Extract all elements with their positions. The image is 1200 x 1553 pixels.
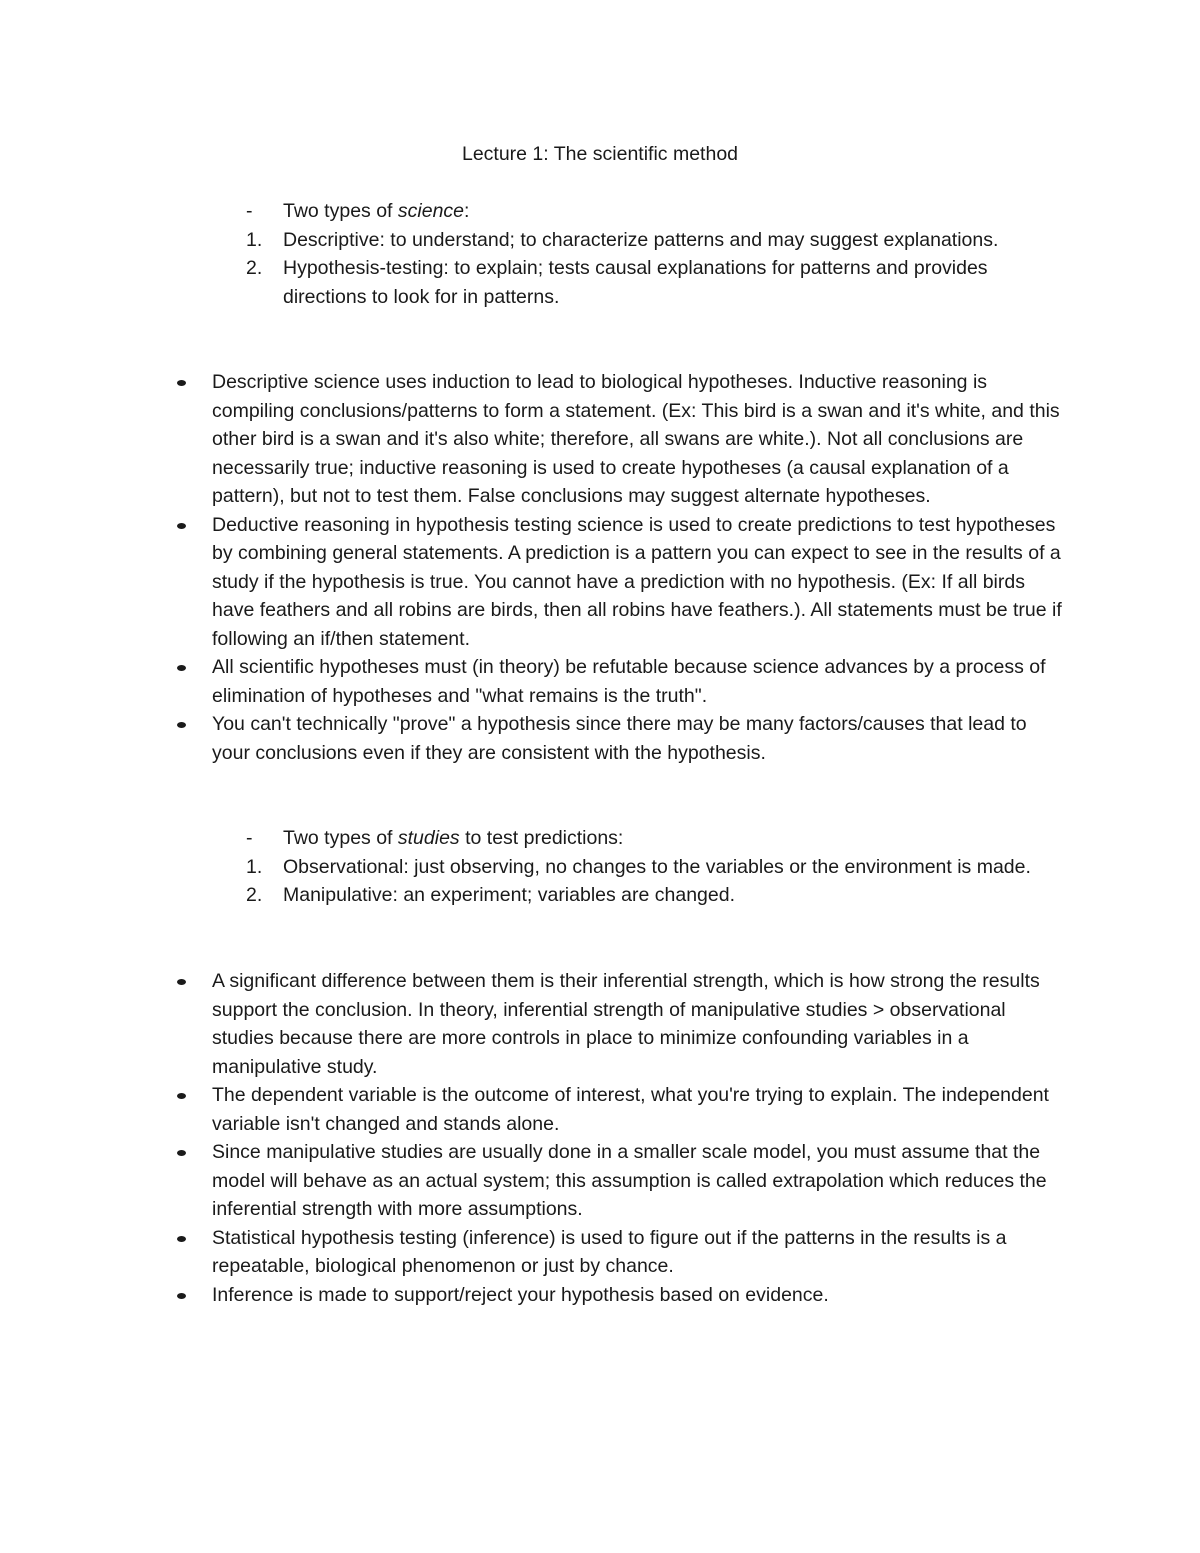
bullet-icon (177, 1150, 186, 1156)
bullet-icon (177, 1293, 186, 1299)
dash-marker: - (246, 200, 253, 222)
numbered-item (0, 254, 1073, 311)
study-bullets (0, 967, 1200, 1309)
bullet-text: The dependent variable is the outcome of interest, what you're trying to explain. The independent variable isn't changed and stands alone. (212, 1084, 1049, 1135)
item-text: Hypothesis-testing: to explain; tests causal explanations for patterns and provides directions to look for in patterns. (283, 257, 988, 308)
item-text: Observational: just observing, no changes to the variables or the environment is made. (283, 855, 1031, 878)
bullet-icon (177, 380, 186, 386)
item-text: Manipulative: an experiment; variables are changed. (283, 884, 736, 906)
bullet-text: Descriptive science uses induction to lead to biological hypotheses. Inductive reasoning is compiling conclusions/patterns to form a statement. (Ex: This bird is a swan and it's white, and this other bird is a swan and it's also white; therefore, all swans are white.). Not all conclusions are necessarily true; inductive reasoning is used to create hypotheses (a causal explanation of a pattern), but not to test them. False conclusions may suggest alternate hypotheses. (212, 371, 1060, 507)
item-number: 2. (246, 257, 263, 279)
study-types-section (0, 824, 1200, 910)
item-number: 1. (246, 228, 263, 251)
bullet-icon (177, 722, 186, 728)
item-number: 2. (246, 884, 263, 906)
bullet-item (0, 1224, 1064, 1281)
bullet-item (0, 511, 1064, 654)
bullet-text: A significant difference between them is their inferential strength, which is how strong the results support the conclusion. In theory, inferential strength of manipulative studies > observational studies because there are more controls in place to minimize confounding variables in a manipulative study. (212, 970, 1040, 1078)
item-number: 1. (246, 855, 263, 878)
bullet-icon (177, 1236, 186, 1242)
intro-prefix: Two types of (283, 200, 398, 222)
bullet-icon (177, 1093, 186, 1099)
dash-marker: - (246, 827, 253, 849)
bullet-icon (177, 979, 186, 985)
intro-emphasis: science (397, 200, 465, 222)
bullet-text: Since manipulative studies are usually done in a smaller scale model, you must assume that the model will behave as an actual system; this assumption is called extrapolation which reduces the inferential strength with more assumptions. (212, 1141, 1047, 1220)
intro-suffix: : (464, 200, 470, 222)
bullet-item (0, 710, 1064, 767)
numbered-item (0, 881, 1073, 910)
bullet-text: Inference is made to support/reject your hypothesis based on evidence. (212, 1283, 829, 1306)
bullet-item (0, 653, 1064, 710)
reasoning-bullets (0, 368, 1200, 767)
bullet-item (0, 368, 1064, 511)
intro-prefix: Two types of (283, 827, 398, 849)
bullet-icon (177, 523, 186, 529)
bullet-item (0, 1281, 1064, 1310)
bullet-text: You can't technically "prove" a hypothesis since there may be many factors/causes that lead to your conclusions even if they are consistent with the hypothesis. (212, 713, 1027, 764)
bullet-item (0, 1138, 1064, 1224)
item-text: Descriptive: to understand; to characterize patterns and may suggest explanations. (283, 228, 999, 251)
intro-emphasis: studies (397, 827, 460, 849)
bullet-item (0, 1081, 1064, 1138)
bullet-text: Deductive reasoning in hypothesis testing science is used to create predictions to test hypotheses by combining general statements. A prediction is a pattern you can expect to see in the results of a study if the hypothesis is true. You cannot have a prediction with no hypothesis. (Ex: If all birds have feathers and all robins are birds, then all robins have feathers.). All statements must be true if following an if/then statement. (212, 513, 1062, 650)
science-types-intro (0, 197, 1073, 226)
bullet-text: All scientific hypotheses must (in theory) be refutable because science advances by a process of elimination of hypotheses and "what remains is the truth". (212, 656, 1046, 707)
science-types-section (0, 197, 1200, 311)
study-types-intro (0, 824, 1073, 853)
numbered-item (0, 226, 1073, 255)
intro-suffix: to test predictions: (459, 827, 624, 849)
bullet-icon (177, 665, 186, 671)
bullet-item (0, 967, 1064, 1081)
page-title: Lecture 1: The scientific method (461, 143, 739, 165)
bullet-text: Statistical hypothesis testing (inference) is used to figure out if the patterns in the results is a repeatable, biological phenomenon or just by chance. (212, 1226, 1007, 1277)
numbered-item (0, 853, 1073, 882)
